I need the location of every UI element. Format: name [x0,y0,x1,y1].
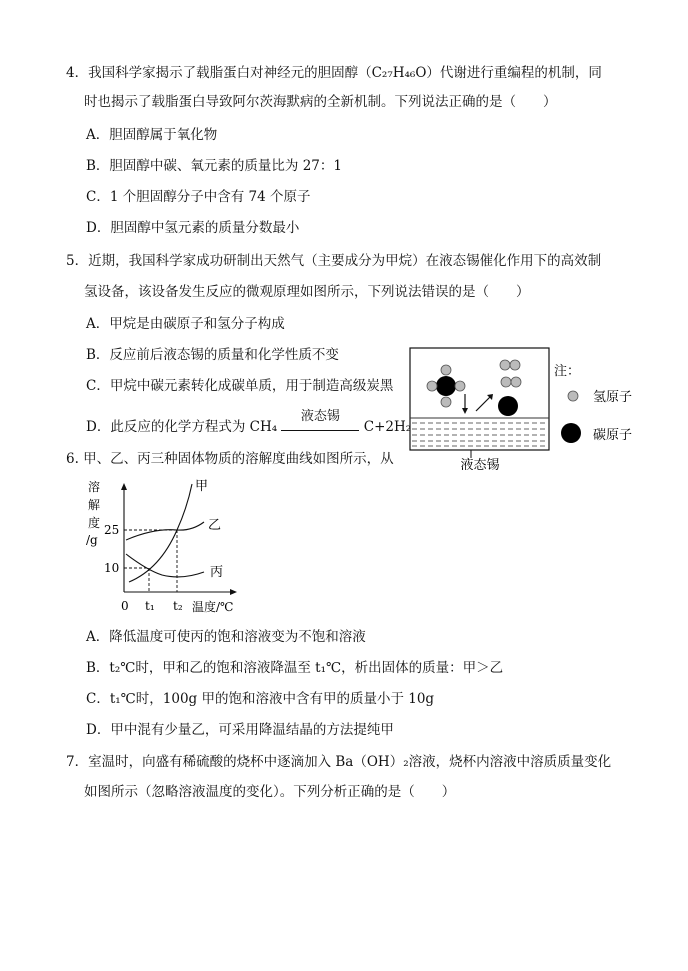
q6-option-b: B．t₂℃时，甲和乙的饱和溶液降温至 t₁℃，析出固体的质量：甲＞乙 [86,660,504,676]
solubility-graph [82,474,252,622]
curve-yi-label: 乙 [208,518,222,533]
q5-option-b: B．反应前后液态锡的质量和化学性质不变 [86,347,339,363]
svg-text:度: 度 [88,516,101,530]
q4-stem-line2: 时也揭示了载脂蛋白导致阿尔茨海默病的全新机制。下列说法正确的是（ ） [84,94,557,110]
liquid-tin-layer [410,418,549,446]
curve-jia [129,484,192,582]
q6-option-d: D．甲中混有少量乙，可采用降温结晶的方法提纯甲 [86,722,394,738]
q6-option-a: A．降低温度可使丙的饱和溶液变为不饱和溶液 [86,629,366,645]
q4-option-d: D．胆固醇中氢元素的质量分数最小 [86,220,300,236]
tick-origin: 0 [121,599,129,613]
curve-bing-label: 丙 [210,565,224,580]
y-axis-arrow [121,483,127,490]
legend-hydrogen-icon [568,391,578,401]
curve-bing [126,554,204,577]
guide-lines [124,530,177,592]
q5-stem-line2: 氢设备，该设备发生反应的微观原理如图所示，下列说法错误的是（ ） [84,284,530,300]
tick-25: 25 [104,523,120,537]
x-axis-label: 温度/℃ [192,600,234,614]
svg-text:溶: 溶 [88,480,101,494]
q6-option-c: C．t₁℃时，100g 甲的饱和溶液中含有甲的质量小于 10g [86,691,435,707]
tick-t1: t₁ [145,599,155,613]
up-arrow-icon [476,394,493,411]
q6-stem-line1: 6. 甲、乙、丙三种固体物质的溶解度曲线如图所示，从 [66,451,394,467]
q7-stem-line2: 如图所示（忽略溶液温度的变化）。下列分析正确的是（ ） [84,784,456,800]
legend-hydrogen-label: 氢原子 [593,390,633,405]
q5-stem-line1: 5．近期，我国科学家成功研制出天然气（主要成分为甲烷）在液态锡催化作用下的高效制 [66,253,602,269]
q4-option-a: A．胆固醇属于氧化物 [86,127,218,143]
methane-molecule [427,365,465,407]
reaction-arrow [281,409,359,436]
svg-text:/g: /g [86,533,98,547]
legend-carbon-icon [561,423,581,443]
reaction-diagram [408,345,678,470]
q5-option-d [86,409,412,436]
down-arrow-icon [462,394,468,414]
carbon-product [498,396,518,416]
q5-option-d-prefix: D．此反应的化学方程式为 CH₄ [86,419,278,435]
svg-text:解: 解 [88,498,101,512]
q4-option-b: B．胆固醇中碳、氧元素的质量比为 27：1 [86,158,342,174]
y-axis-label [86,479,100,547]
q4-option-c: C．1 个胆固醇分子中含有 74 个原子 [86,189,311,205]
legend-carbon-label: 碳原子 [593,428,633,443]
tick-10: 10 [104,561,120,575]
x-axis-arrow [230,589,237,595]
q4-stem-line1: 4．我国科学家揭示了载脂蛋白对神经元的胆固醇（C₂₇H₄₆O）代谢进行重编程的机制，同 [66,65,602,81]
liquid-tin-label: 液态锡 [460,458,500,470]
reaction-line [281,430,359,431]
reaction-condition: 液态锡 [300,409,340,424]
q5-option-a: A．甲烷是由碳原子和氢分子构成 [86,316,285,332]
curve-jia-label: 甲 [195,479,209,494]
legend-note: 注： [554,364,581,379]
hydrogen-molecules [500,360,521,387]
tick-t2: t₂ [173,599,183,613]
q7-stem-line1: 7．室温时，向盛有稀硫酸的烧杯中逐滴加入 Ba（OH）₂溶液，烧杯内溶液中溶质质量变化 [66,754,612,770]
curve-yi [126,522,204,540]
q5-option-d-products: C+2H₂ [363,419,412,435]
q5-option-c: C．甲烷中碳元素转化成碳单质，用于制造高级炭黑 [86,378,394,394]
